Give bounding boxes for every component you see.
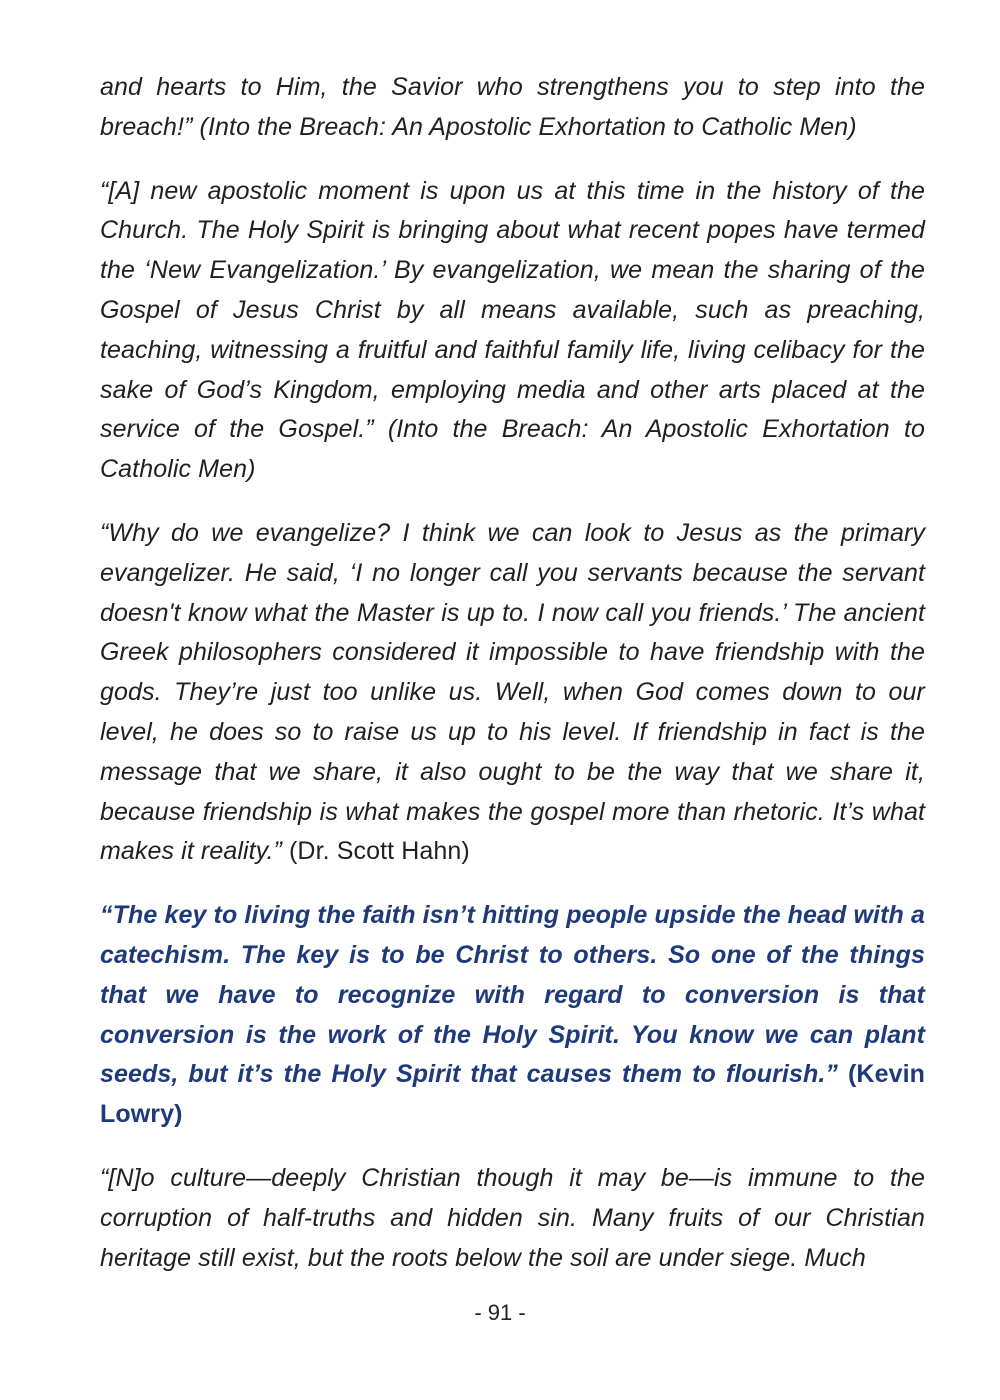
paragraph-1 — [100, 68, 925, 148]
quote-text: and hearts to Him, the Savior who strengthens you to step into the breach!” (Into the Breach: An Apostolic Exhortation to Catholic Men) — [100, 73, 925, 141]
quote-text: “[N]o culture—deeply Christian though it may be—is immune to the corruption of half-truths and hidden sin. Many fruits of our Christian heritage still exist, but the roots below the soil are under siege. Much — [100, 1163, 925, 1272]
paragraph-3 — [100, 514, 925, 872]
page-body — [100, 68, 925, 1302]
attribution: (Kevin Lowry) — [100, 1060, 925, 1129]
paragraph-2 — [100, 172, 925, 490]
attribution: (Dr. Scott Hahn) — [288, 837, 470, 866]
paragraph-4-highlight — [100, 896, 925, 1135]
paragraph-5 — [100, 1159, 925, 1278]
quote-text: “The key to living the faith isn’t hitting people upside the head with a catechism. The key is to be Christ to others. So one of the things that we have to recognize with regard to conversion is that conversion is the work of the Holy Spirit. You know we can plant seeds, but it’s the Holy Spirit that causes them to flourish.” — [100, 901, 925, 1089]
quote-text: “Why do we evangelize? I think we can look to Jesus as the primary evangelizer. He said, ‘I no longer call you servants because the servant doesn't know what the Master is up to. I now call you friends.’ The ancient Greek philosophers considered it impossible to have friendship with the gods. They’re just too unlike us. Well, when God comes down to our level, he does so to raise us up to his level. If friendship in fact is the message that we share, it also ought to be the way that we share it, because friendship is what makes the gospel more than rhetoric. It’s what makes it reality.” — [100, 518, 925, 866]
page-number: - 91 - — [474, 1300, 526, 1325]
quote-text: “[A] new apostolic moment is upon us at this time in the history of the Church. The Holy Spirit is bringing about what recent popes have termed the ‘New Evangelization.’ By evangelization, we mean the sharing of the Gospel of Jesus Christ by all means available, such as preaching, teaching, witnessing a fruitful and faithful family life, living celibacy for the sake of God’s Kingdom, employing media and other arts placed at the service of the Gospel.” (Into the Breach: An Apostolic Exhortation to Catholic Men) — [100, 176, 925, 484]
